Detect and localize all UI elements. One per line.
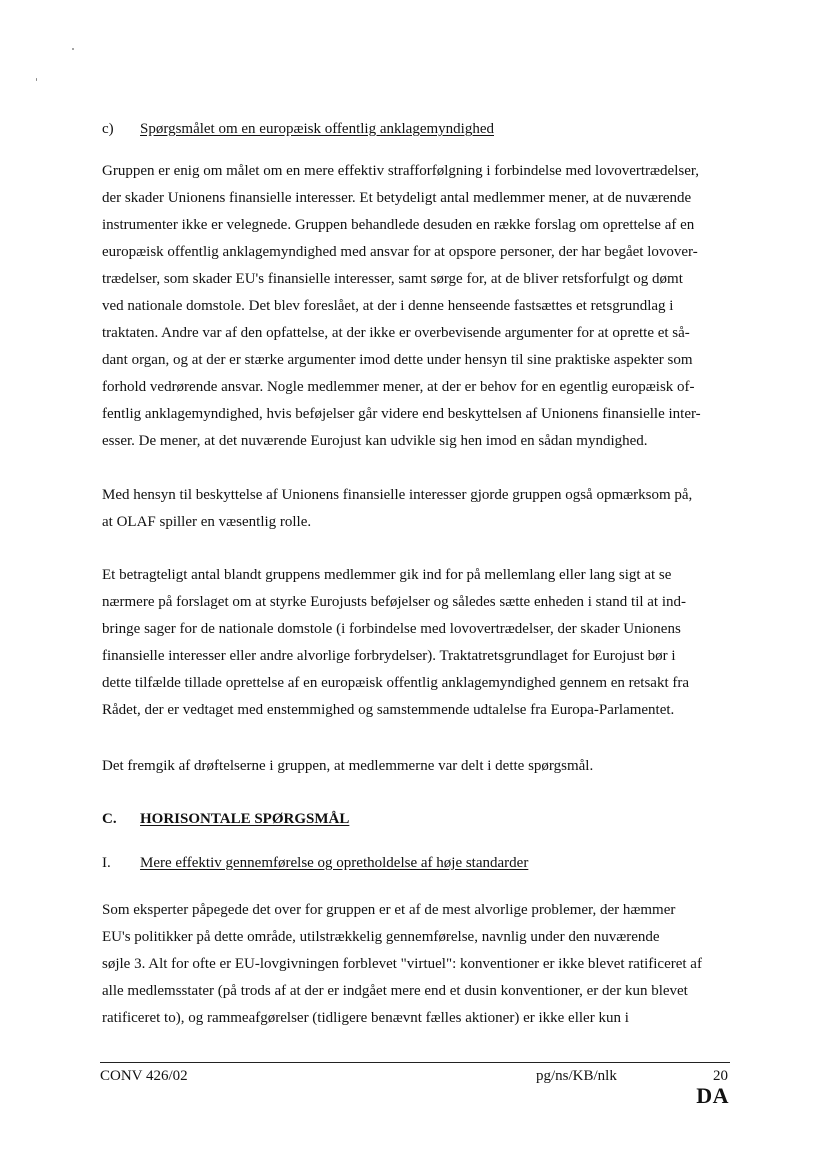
subsection-label: I. [102, 855, 111, 871]
footer-doc-ref: CONV 426/02 [100, 1068, 188, 1084]
paragraph [102, 897, 730, 1032]
paragraph-line: Med hensyn til beskyttelse af Unionens finansielle interesser gjorde gruppen også opmærksom på, [102, 487, 693, 503]
paragraph-line: instrumenter ikke er velegnede. Gruppen behandlede desuden en række forslag om oprettelse af en [102, 217, 695, 233]
paragraph [102, 562, 730, 724]
paragraph-line: søjle 3. Alt for ofte er EU-lovgivningen forblevet "virtuel": konventioner er ikke blevet ratificeret af [102, 956, 702, 972]
paragraph-line: at OLAF spiller en væsentlig rolle. [102, 514, 312, 530]
paragraph-line: Rådet, der er vedtaget med enstemmighed og samstemmende udtalelse fra Europa-Parlamentet. [102, 702, 675, 718]
paragraph-line: der skader Unionens finansielle interesser. Et betydeligt antal medlemmer mener, at de nuværende [102, 190, 692, 206]
footer-divider [100, 1062, 730, 1063]
paragraph-line: traktaten. Andre var af den opfattelse, at der ikke er overbevisende argumenter for at oprette et så- [102, 325, 690, 341]
scan-speck [72, 48, 74, 50]
paragraph-line: dette tilfælde tillade oprettelse af en europæisk offentlig anklagemyndighed gennem en retsakt fra [102, 675, 690, 691]
subsection-title: Mere effektiv gennemførelse og opretholdelse af høje standarder [140, 855, 529, 871]
paragraph-line: trædelser, som skader EU's finansielle interesser, samt sørge for, at de bliver retsforfulgt og dømt [102, 271, 683, 287]
paragraph-line: finansielle interesser eller andre alvorlige forbrydelser). Traktatretsgrundlaget for Eurojust bør i [102, 648, 676, 664]
paragraph-line: dant organ, og at der er stærke argumenter imod dette under hensyn til sine praktiske aspekter som [102, 352, 693, 368]
paragraph-line: alle medlemsstater (på trods af at der er indgået mere end et dusin konventioner, er der kun blevet [102, 983, 688, 999]
paragraph-line: fentlig anklagemyndighed, hvis beføjelser går videre end beskyttelsen af Unionens finansielle inter- [102, 406, 701, 422]
paragraph-line: ved nationale domstole. Det blev foreslået, at der i denne henseende fastsættes et retsgrundlag i [102, 298, 674, 314]
paragraph [102, 753, 730, 780]
footer-initials: pg/ns/KB/nlk [536, 1068, 617, 1084]
paragraph [102, 482, 730, 536]
paragraph-line: Det fremgik af drøftelserne i gruppen, at medlemmerne var delt i dette spørgsmål. [102, 758, 594, 774]
paragraph-line: Et betragteligt antal blandt gruppens medlemmer gik ind for på mellemlang eller lang sigt at se [102, 567, 672, 583]
paragraph-line: EU's politikker på dette område, utilstrækkelig gennemførelse, navnlig under den nuværende [102, 929, 660, 945]
paragraph-line: nærmere på forslaget om at styrke Eurojusts beføjelser og således sætte enheden i stand til at ind- [102, 594, 687, 610]
paragraph-line: esser. De mener, at det nuværende Eurojust kan udvikle sig hen imod en sådan myndighed. [102, 433, 648, 449]
paragraph [102, 158, 730, 455]
section-label: C. [102, 811, 117, 827]
subsection-label: c) [102, 121, 114, 137]
footer-language-code: DA [696, 1083, 729, 1108]
paragraph-line: Som eksperter påpegede det over for gruppen er et af de mest alvorlige problemer, der hæmmer [102, 902, 676, 918]
paragraph-line: forhold vedrørende ansvar. Nogle medlemmer mener, at der er behov for en egentlig europæisk of- [102, 379, 695, 395]
paragraph-line: Gruppen er enig om målet om en mere effektiv strafforfølgning i forbindelse med lovovertrædelser, [102, 163, 699, 179]
section-title: HORISONTALE SPØRGSMÅL [140, 811, 350, 827]
paragraph-line: ratificeret to), og rammeafgørelser (tidligere benævnt fælles aktioner) er ikke eller kun i [102, 1010, 629, 1026]
subsection-title: Spørgsmålet om en europæisk offentlig anklagemyndighed [140, 121, 494, 137]
paragraph-line: bringe sager for de nationale domstole (i forbindelse med lovovertrædelser, der skader Unionens [102, 621, 681, 637]
footer-page-number: 20 [713, 1068, 728, 1084]
scan-speck [36, 78, 37, 81]
paragraph-line: europæisk offentlig anklagemyndighed med ansvar for at opspore personer, der har begået lovover- [102, 244, 698, 260]
